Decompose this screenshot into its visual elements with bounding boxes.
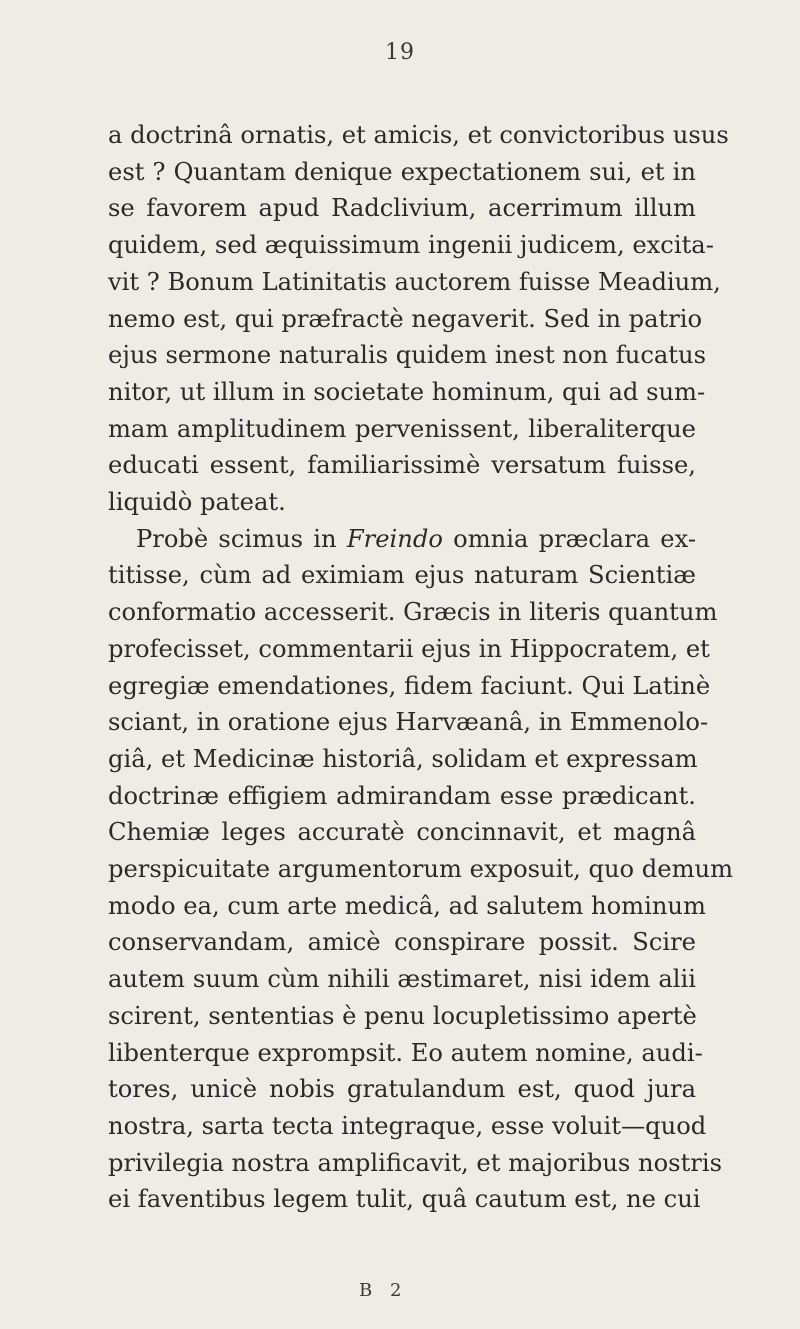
text-line: est ? Quantam denique expectationem sui, et in [108, 157, 696, 186]
body-text [108, 117, 734, 1218]
text-line: conservandam, amicè conspirare possit. Scire [108, 928, 696, 957]
text-line: vit ? Bonum Latinitatis auctorem fuisse Meadium, [108, 267, 721, 296]
text-line: sciant, in oratione ejus Harvæanâ, in Emmenolo- [108, 708, 709, 737]
text-fragment: Probè scimus in [136, 524, 347, 553]
page-number: 19 [385, 40, 415, 65]
text-line: educati essent, familiarissimè versatum fuisse, [108, 451, 696, 480]
text-line: a doctrinâ ornatis, et amicis, et convictoribus usus [108, 121, 729, 149]
text-line: nemo est, qui præfractè negaverit. Sed in patrio [108, 304, 703, 333]
text-line: doctrinæ effigiem admirandam esse prædicant. [108, 781, 696, 810]
text-line: conformatio accesserit. Græcis in literis quantum [108, 598, 718, 627]
text-line: giâ, et Medicinæ historiâ, solidam et expressam [108, 744, 698, 773]
text-line [108, 521, 696, 558]
text-line: profecisset, commentarii ejus in Hippocratem, et [108, 634, 710, 663]
signature-mark: B 2 [359, 1280, 408, 1301]
text-line: privilegia nostra amplificavit, et majoribus nostris [108, 1148, 722, 1177]
text-fragment: omnia præclara ex- [442, 524, 697, 553]
text-line: mam amplitudinem pervenissent, liberaliterque [108, 414, 696, 443]
paragraph-1 [108, 117, 729, 521]
text-line: ejus sermone naturalis quidem inest non fucatus [108, 341, 706, 370]
italic-name: Freindo [346, 524, 443, 553]
text-line: autem suum cùm nihili æstimaret, nisi idem alii [108, 965, 696, 994]
text-line: modo ea, cum arte medicâ, ad salutem hominum [108, 891, 706, 920]
text-line: ei faventibus legem tulit, quâ cautum est, ne cui [108, 1185, 701, 1214]
text-line: tores, unicè nobis gratulandum est, quod jura [108, 1075, 696, 1104]
text-line: nitor, ut illum in societate hominum, qui ad sum- [108, 377, 706, 406]
text-line: nostra, sarta tecta integraque, esse voluit—quod [108, 1111, 707, 1140]
text-line: scirent, sententias è penu locupletissimo apertè [108, 1001, 697, 1030]
text-line: egregiæ emendationes, fidem faciunt. Qui Latinè [108, 671, 711, 700]
text-line: perspicuitate argumentorum exposuit, quo demum [108, 855, 734, 884]
text-line: titisse, cùm ad eximiam ejus naturam Scientiæ [108, 561, 696, 590]
text-line: liquidò pateat. [108, 488, 286, 517]
paragraph-2 [108, 521, 734, 1218]
text-line: quidem, sed æquissimum ingenii judicem, excita- [108, 231, 714, 260]
text-line: libenterque exprompsit. Eo autem nomine, audi- [108, 1038, 703, 1067]
text-line: se favorem apud Radclivium, acerrimum illum [108, 194, 696, 223]
text-line: Chemiæ leges accuratè concinnavit, et magnâ [108, 818, 696, 847]
